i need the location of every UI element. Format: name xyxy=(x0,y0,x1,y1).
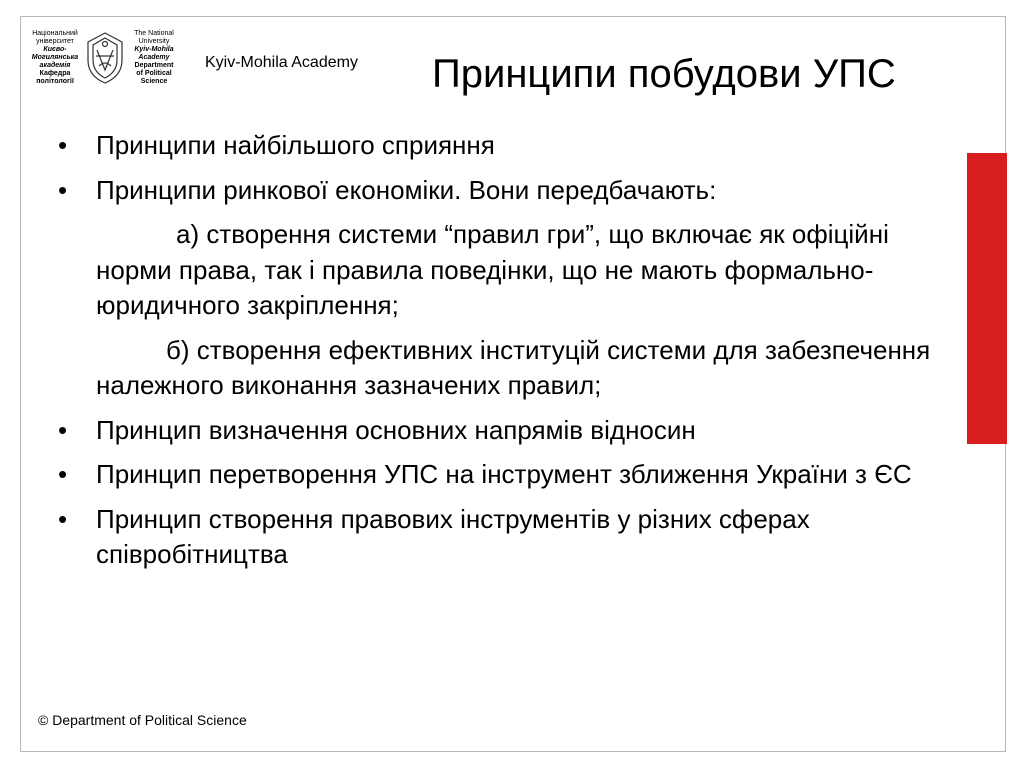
bullet-text: Принцип створення правових інструментів у різних сферах співробітництва xyxy=(96,503,810,569)
bullet-text: Принцип перетворення УПС на інструмент зближення України з ЄС xyxy=(96,459,912,489)
sub-paragraph-b xyxy=(58,333,958,404)
bullet-icon: • xyxy=(58,503,68,534)
sub-paragraph-a xyxy=(58,217,958,324)
bullet-item xyxy=(58,457,958,493)
bullet-text: Принцип визначення основних напрямів відносин xyxy=(96,414,696,445)
bullet-item xyxy=(58,502,958,573)
bullet-text: Принципи ринкової економіки. Вони передбачають: xyxy=(96,174,717,205)
bullet-icon: • xyxy=(58,414,68,445)
slide-body xyxy=(58,128,958,582)
university-logo xyxy=(28,30,180,86)
slide-title: Принципи побудови УПС xyxy=(432,52,896,96)
bullet-item xyxy=(58,128,958,164)
bullet-icon: • xyxy=(58,130,68,160)
footer-copyright: © Department of Political Science xyxy=(38,712,247,728)
bullet-item xyxy=(58,173,958,209)
sub-paragraph-text: б) створення ефективних інституцій системи для забезпечення належного виконання зазначених правил; xyxy=(96,334,931,400)
bullet-text: Принципи найбільшого сприяння xyxy=(96,130,495,160)
bullet-icon: • xyxy=(58,459,68,489)
academy-name: Kyiv-Mohila Academy xyxy=(205,54,358,71)
sub-paragraph-text: а) створення системи “правил гри”, що включає як офіційні норми права, так і правила поведінки, що не мають формально-юридичного закріплення; xyxy=(96,219,889,320)
bullet-item xyxy=(58,413,958,449)
logo-english-text: The National University Kyiv-Mohila Academy Department of Political Science xyxy=(134,30,174,85)
bullet-icon: • xyxy=(58,174,68,205)
logo-ukrainian-text: Національний університет Києво- Могилянська академія Кафедра політології xyxy=(31,30,79,85)
accent-bar xyxy=(967,153,1007,444)
crest-icon xyxy=(82,30,128,86)
